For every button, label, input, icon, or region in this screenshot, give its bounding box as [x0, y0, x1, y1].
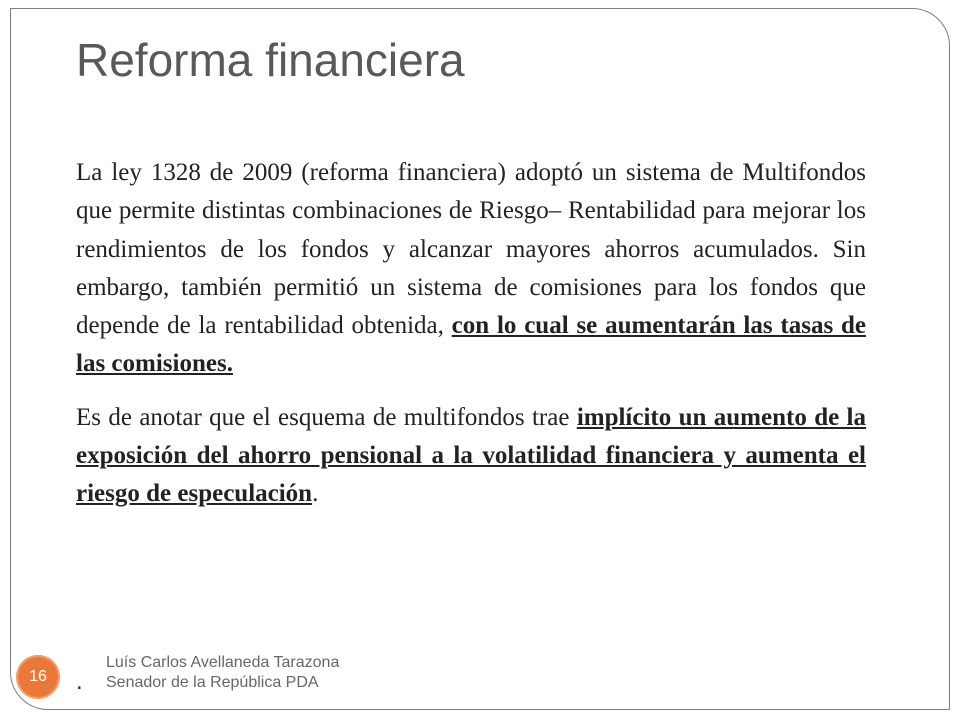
- footer-author: [106, 653, 339, 693]
- slide-title: Reforma financiera: [76, 34, 465, 86]
- paragraph-reform-emphasis: con lo cual se aumentarán las tasas de las comisiones.: [76, 312, 866, 378]
- author-name: Luís Carlos Avellaneda Tarazona: [106, 654, 340, 671]
- page-number-badge: 16: [16, 655, 60, 699]
- empty-bullet: .: [76, 668, 83, 695]
- paragraph-multifondos: [76, 399, 866, 514]
- paragraph-multifondos-end: .: [312, 480, 319, 508]
- paragraph-multifondos-emphasis: implícito un aumento de la exposición del ahorro pensional a la volatilidad financiera y aumenta el riesgo de especulación: [76, 403, 866, 508]
- paragraph-reform-text: La ley 1328 de 2009 (reforma financiera) adoptó un sistema de Multifondos que permite distintas combinaciones de Riesgo– Rentabilidad para mejorar los rendimientos de los fondos y alcanzar mayores ahorros acumulados. Sin embargo, también permitió un sistema de comisiones para los fondos que depende de la rentabilidad obtenida,: [76, 159, 866, 340]
- paragraph-multifondos-text: Es de anotar que el esquema de multifondos trae: [76, 403, 577, 431]
- paragraph-reform: [76, 154, 866, 384]
- author-title: Senador de la República PDA: [106, 674, 319, 691]
- slide-body: [76, 154, 866, 514]
